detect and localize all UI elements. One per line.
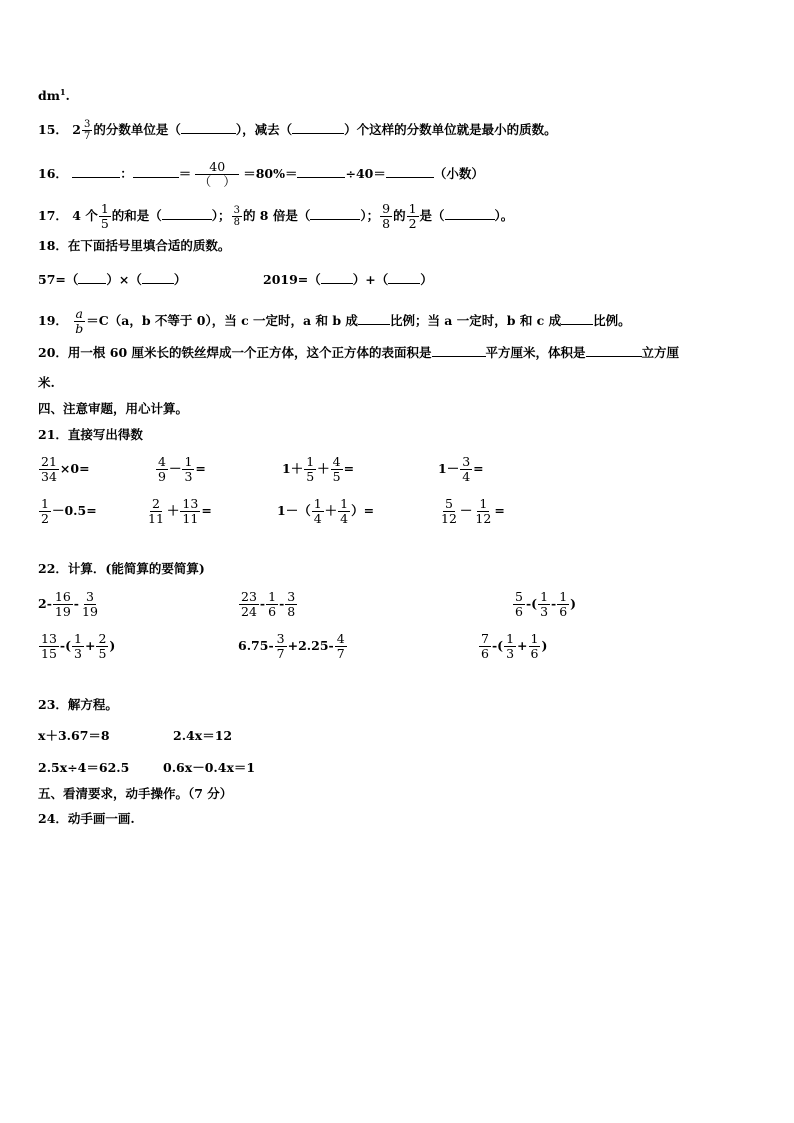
q21-r1-b-fraction-2: $\frac{1}{3}$ (184, 454, 193, 484)
q16-blank-3[interactable] (297, 165, 345, 178)
q22-r2-b-mid: +2.25- (287, 638, 334, 653)
q20-blank-2[interactable] (586, 344, 642, 357)
q20-blank-1[interactable] (432, 344, 486, 357)
q18-blank-2[interactable] (142, 271, 174, 284)
q19-fraction: $\frac{a}{b}$ (75, 306, 84, 336)
question-23 (38, 697, 118, 713)
q23-equation-2: 2.4x＝12 (173, 728, 233, 743)
question-22 (38, 561, 205, 577)
q22-r2-a (38, 632, 115, 661)
q15-text-2: ），减去（ (235, 122, 293, 137)
q22-r2-b (238, 632, 348, 661)
q22-r2-b-fraction-2: $\frac{4}{7}$ (336, 631, 345, 661)
q21-r2-d-op: － (459, 503, 473, 518)
q18-right-a: 2019=（ (263, 272, 321, 287)
q22-r2-c-fraction-3: $\frac{1}{6}$ (530, 631, 539, 661)
q15-whole: 2 (72, 122, 81, 137)
q15-answer-blank-2[interactable] (292, 121, 344, 134)
q18-left-c: ） (173, 272, 187, 287)
q21-r1-a-fraction: $\frac{21}{34}$ (41, 454, 57, 484)
q18-title: 在下面括号里填合适的质数。 (67, 238, 231, 253)
q16-blank-1[interactable] (72, 165, 120, 178)
q22-r1-a-lead: 2- (38, 596, 52, 611)
question-24 (38, 811, 135, 827)
section-4-heading: 四、注意审题，用心计算。 (38, 401, 189, 416)
q21-r2-b-op: ＋ (166, 503, 180, 518)
q21-r1-b-fraction-1: $\frac{4}{9}$ (158, 454, 166, 484)
q22-r1-a-fraction-2: $\frac{3}{19}$ (82, 589, 98, 619)
q21-r1-b (155, 455, 206, 484)
q22-r2-a-fraction-3: $\frac{2}{5}$ (98, 631, 107, 661)
q22-r2-b-fraction-1: $\frac{3}{7}$ (276, 631, 285, 661)
q22-r1-c-fraction-3: $\frac{1}{6}$ (559, 589, 568, 619)
q21-r2-d-fraction-2: $\frac{1}{12}$ (475, 496, 492, 526)
q21-r1-c-fraction-1: $\frac{1}{5}$ (306, 454, 315, 484)
q18-right-b: ）+（ (352, 272, 389, 287)
q21-r1-d (438, 455, 484, 484)
q23-equation-1: x＋3.67＝8 (38, 728, 110, 743)
q20-text-1: 用一根 60 厘米长的铁丝焊成一个正方体，这个正方体的表面积是 (67, 345, 432, 360)
q22-r1-b-fraction-2: $\frac{1}{6}$ (268, 589, 277, 619)
q18-blank-1[interactable] (78, 271, 106, 284)
q21-r1-a-tail: ×0= (59, 461, 90, 476)
q22-r1-a-op: - (73, 596, 79, 611)
q19-text-1: ＝C（a，b 不等于 0），当 c 一定时，a 和 b 成 (86, 313, 358, 328)
question-19 (38, 307, 631, 336)
q18-blank-3[interactable] (321, 271, 353, 284)
q22-r2-c-op: -( (491, 638, 504, 653)
q17-blank-3[interactable] (445, 207, 495, 220)
q21-r2-a-tail: －0.5= (51, 503, 97, 518)
q17-text-4: ）； (360, 208, 380, 223)
q22-r2-a-fraction-1: $\frac{13}{15}$ (41, 631, 57, 661)
q21-r1-c-lead: 1＋ (282, 461, 304, 476)
q21-r2-b-tail: = (201, 503, 212, 518)
q22-r1-c-tail: ) (570, 596, 577, 611)
q22-r1-b-fraction-3: $\frac{3}{8}$ (287, 589, 296, 619)
q17-text-3: 的 8 倍是（ (242, 208, 311, 223)
q22-r1-c-op2: - (551, 596, 557, 611)
q23-equation-4: 0.6x－0.4x＝1 (163, 760, 256, 775)
q19-text-3: 比例。 (593, 313, 631, 328)
q21-r1-d-fraction: $\frac{3}{4}$ (462, 454, 471, 484)
q22-r1-b-fraction-1: $\frac{23}{24}$ (241, 589, 257, 619)
top-unit-line: $dm^1$. (38, 87, 70, 104)
question-17 (38, 202, 513, 231)
question-21 (38, 427, 143, 443)
q22-r1-b-op1: - (259, 596, 266, 611)
q22-r1-b (238, 590, 298, 619)
q23-equation-3: 2.5x÷4＝62.5 (38, 760, 130, 775)
q20-text-2: 平方厘米，体积是 (485, 345, 586, 360)
q17-text-1: 的和是（ (111, 208, 162, 223)
top-unit-sup: 1 (59, 87, 66, 97)
q15-text-1: 的分数单位是（ (93, 122, 181, 137)
q17-fraction-4: $\frac{1}{2}$ (408, 201, 417, 231)
q18-number: 18． (38, 238, 68, 253)
question-15 (38, 119, 557, 142)
q18-right-c: ） (420, 272, 433, 287)
q17-text-7: ）。 (494, 208, 514, 223)
q21-r2-c-fraction-1: $\frac{1}{4}$ (313, 496, 322, 526)
q22-r2-c-fraction-1: $\frac{7}{6}$ (481, 631, 489, 661)
q22-r2-b-lead: 6.75- (238, 638, 274, 653)
q21-r2-c-tail: ）= (351, 503, 375, 518)
q21-r2-d-tail: = (494, 503, 505, 518)
q17-number: 17． (38, 208, 68, 223)
q17-fraction-3: $\frac{9}{8}$ (382, 201, 391, 231)
q21-r2-c-lead: 1－（ (277, 503, 311, 518)
q22-r1-a-fraction-1: $\frac{16}{19}$ (54, 589, 71, 619)
q15-answer-blank-1[interactable] (181, 121, 236, 134)
top-unit: dm (38, 88, 60, 104)
q21-r2-b-fraction-2: $\frac{13}{11}$ (182, 496, 199, 526)
q17-fraction-1: $\frac{1}{5}$ (100, 201, 109, 231)
q22-r2-c-op2: + (517, 638, 528, 653)
q18-blank-4[interactable] (388, 271, 420, 284)
q21-r1-c-op: ＋ (317, 461, 330, 476)
q22-r2-a-fraction-2: $\frac{1}{3}$ (74, 631, 82, 661)
q22-title: 计算．(能简算的要简算) (67, 561, 205, 576)
q17-text-2: ）； (211, 208, 231, 223)
q19-text-2: 比例；当 a 一定时，b 和 c 成 (389, 313, 562, 328)
q22-r2-a-op2: + (84, 638, 96, 653)
q19-blank-2[interactable] (561, 312, 593, 325)
section-5-heading: 五、看清要求，动手操作。（7 分） (38, 786, 233, 801)
q21-r2-b (145, 497, 212, 526)
q19-blank-1[interactable] (358, 312, 390, 325)
q21-r2-d (438, 497, 505, 526)
q16-blank-4[interactable] (386, 165, 434, 178)
q21-r2-a (38, 497, 97, 526)
q21-r2-d-fraction-1: $\frac{5}{12}$ (441, 496, 457, 526)
q15-text-3: ）个这样的分数单位就是最小的质数。 (344, 122, 557, 137)
q22-r1-a (38, 590, 101, 619)
q22-r1-c-op: -( (525, 596, 538, 611)
q21-r2-c (277, 497, 374, 526)
q22-r2-c-tail: ) (541, 638, 548, 653)
q18-left-b: ）×（ (106, 272, 142, 287)
q20-number: 20． (38, 345, 68, 360)
q16-fraction: $\frac{40}{( )}$ (195, 160, 239, 189)
q16-colon: ： (120, 166, 133, 181)
q22-r1-b-op2: - (279, 596, 285, 611)
q17-blank-2[interactable] (310, 207, 360, 220)
q22-r2-c (478, 632, 547, 661)
q18-left-a: 57=（ (38, 272, 79, 287)
q21-r1-b-tail: = (195, 461, 206, 476)
q21-r2-c-fraction-2: $\frac{1}{4}$ (340, 496, 349, 526)
q22-r2-a-op: -( (59, 638, 72, 653)
q21-r2-a-fraction: $\frac{1}{2}$ (41, 496, 49, 526)
q17-text-5: 的 (393, 208, 406, 223)
q15-number: 15． (38, 122, 68, 137)
q16-text-1: ＝80%＝ (243, 166, 298, 181)
q16-number: 16． (38, 166, 68, 181)
q21-r1-a (38, 455, 90, 484)
q21-title: 直接写出得数 (67, 427, 143, 442)
question-20 (38, 344, 679, 361)
q22-r1-c (512, 590, 576, 619)
q18-right-expression (263, 271, 433, 288)
q21-r1-b-op: － (168, 461, 182, 476)
question-16 (38, 160, 484, 189)
q21-number: 21． (38, 427, 68, 442)
q15-fraction: $\frac{3}{7}$ (83, 119, 91, 142)
q22-number: 22． (38, 561, 68, 576)
q18-left-expression (38, 271, 186, 288)
q20-text-3: 立方厘 (641, 345, 680, 360)
q19-number: 19． (38, 313, 68, 328)
q22-r1-c-fraction-1: $\frac{5}{6}$ (515, 589, 523, 619)
q22-r2-a-tail: ) (109, 638, 116, 653)
q16-eq: ＝ (178, 166, 192, 181)
q24-number: 24． (38, 811, 68, 826)
q23-number: 23． (38, 697, 68, 712)
q24-title: 动手画一画. (67, 811, 135, 826)
q22-r2-c-fraction-2: $\frac{1}{3}$ (506, 631, 515, 661)
q21-r1-c-tail: = (343, 461, 355, 476)
q20-continued: 米. (38, 375, 55, 390)
q17-blank-1[interactable] (162, 207, 212, 220)
q17-text-6: 是（ (419, 208, 445, 223)
q21-r2-b-fraction-1: $\frac{2}{11}$ (148, 496, 164, 526)
q16-text-2: ÷40＝ (345, 166, 386, 181)
question-18 (38, 238, 230, 254)
q17-fraction-2: $\frac{3}{8}$ (233, 205, 240, 228)
q16-text-3: （小数） (433, 166, 484, 181)
q21-r2-c-op: ＋ (324, 503, 338, 518)
q21-r1-c-fraction-2: $\frac{4}{5}$ (332, 454, 341, 484)
q16-blank-2[interactable] (133, 165, 179, 178)
q21-r1-d-tail: = (473, 461, 484, 476)
q21-r1-d-lead: 1－ (438, 461, 460, 476)
q22-r1-c-fraction-2: $\frac{1}{3}$ (540, 589, 549, 619)
q17-text-0: 4 个 (72, 208, 98, 223)
q23-title: 解方程。 (67, 697, 118, 712)
q21-r1-c (282, 455, 354, 484)
